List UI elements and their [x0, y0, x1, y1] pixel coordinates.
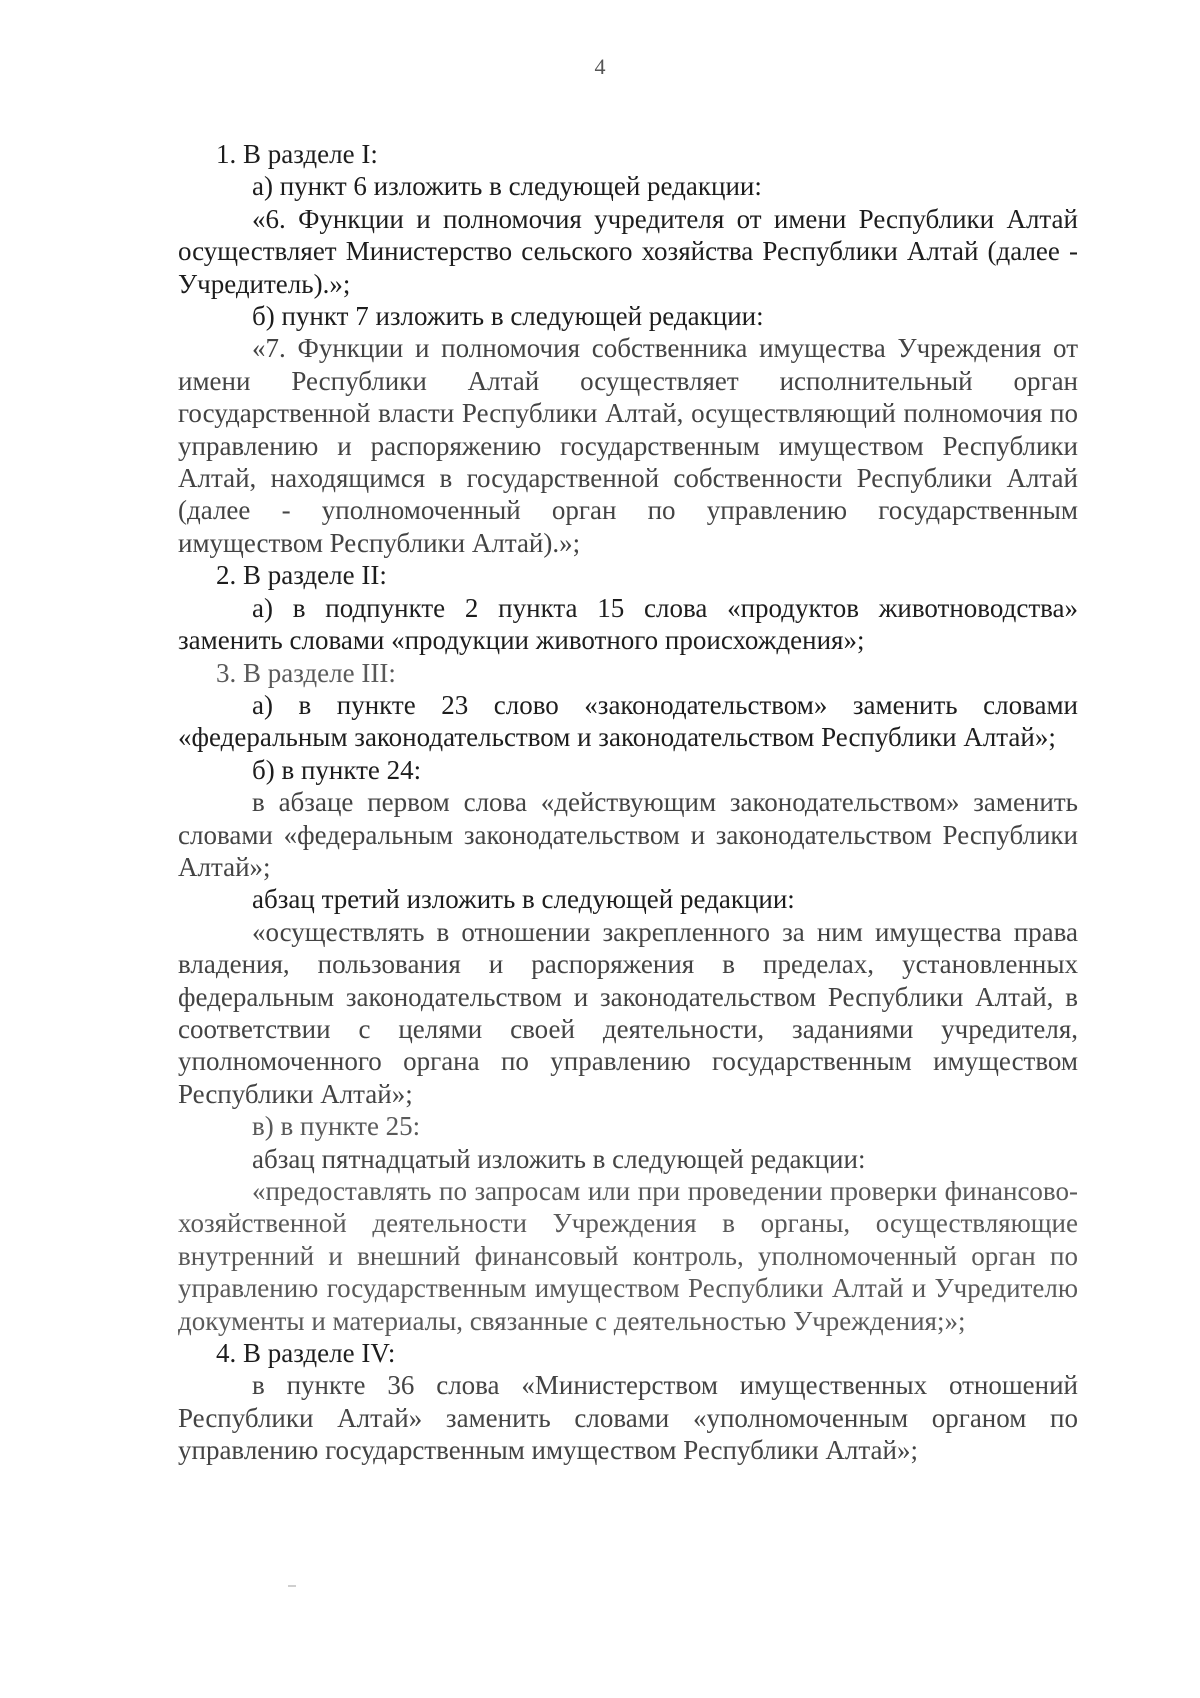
- item-3a: а) в пункте 23 слово «законодательством» заменить словами «федеральным законодательством и законодательством Республики Алтай»;: [178, 689, 1078, 753]
- scan-speck: [288, 1585, 296, 1587]
- item-1b: б) пункт 7 изложить в следующей редакции:: [252, 301, 764, 332]
- item-3b: б) в пункте 24:: [252, 754, 422, 785]
- item-3v: в) в пункте 25:: [252, 1111, 421, 1142]
- item-3b-first-abzac: в абзаце первом слова «действующим законодательством» заменить словами «федеральным законодательством и законодательством Республики Алтай»;: [178, 787, 1078, 882]
- section-1-heading: 1. В разделе I:: [216, 139, 378, 169]
- quote-clause-6: «6. Функции и полномочия учредителя от имени Республики Алтай осуществляет Министерство сельского хозяйства Республики Алтай (далее - Учредитель).»;: [178, 203, 1078, 299]
- item-2a: а) в подпункте 2 пункта 15 слова «продуктов животноводства» заменить словами «продукции животного происхождения»;: [178, 592, 1078, 656]
- item-3b-third-abzac: абзац третий изложить в следующей редакции:: [252, 884, 795, 915]
- section-3-heading: 3. В разделе III:: [216, 657, 396, 688]
- quote-documents: «предоставлять по запросам или при проведении проверки финансово-хозяйственной деятельности Учреждения в органы, осуществляющие внутренний и внешний финансовый контроль, уполномоченный орган по управлению государственным имуществом Республики Алтай и Учредителю документы и материалы, связанные с деятельностью Учреждения;»;: [178, 1176, 1078, 1336]
- quote-clause-7: «7. Функции и полномочия собственника имущества Учреждения от имени Республики Алтай осуществляет исполнительный орган государственной власти Республики Алтай, осуществляющий полномочия по управлению и распоряжению государственным имуществом Республики Алтай, находящимся в государственной собственности Республики Алтай (далее - уполномоченный орган по управлению государственным имуществом Республики Алтай).»;: [178, 333, 1078, 558]
- page-number: 4: [594, 54, 606, 79]
- item-1a: а) пункт 6 изложить в следующей редакции:: [252, 171, 762, 202]
- item-3v-fifteenth-abzac: абзац пятнадцатый изложить в следующей редакции:: [252, 1143, 866, 1174]
- section-4-heading: 4. В разделе IV:: [216, 1338, 396, 1369]
- section-2-heading: 2. В разделе II:: [216, 560, 387, 591]
- quote-property-rights: «осуществлять в отношении закрепленного за ним имущества права владения, пользования и распоряжения в пределах, установленных федеральным законодательством и законодательством Республики Алтай, в соответствии с целями своей деятельности, заданиями учредителя, уполномоченного органа по управлению государственным имуществом Республики Алтай»;: [178, 916, 1078, 1109]
- document-body: [178, 138, 1078, 1467]
- item-4: в пункте 36 слова «Министерством имущественных отношений Республики Алтай» заменить словами «уполномоченным органом по управлению государственным имуществом Республики Алтай»;: [178, 1370, 1078, 1466]
